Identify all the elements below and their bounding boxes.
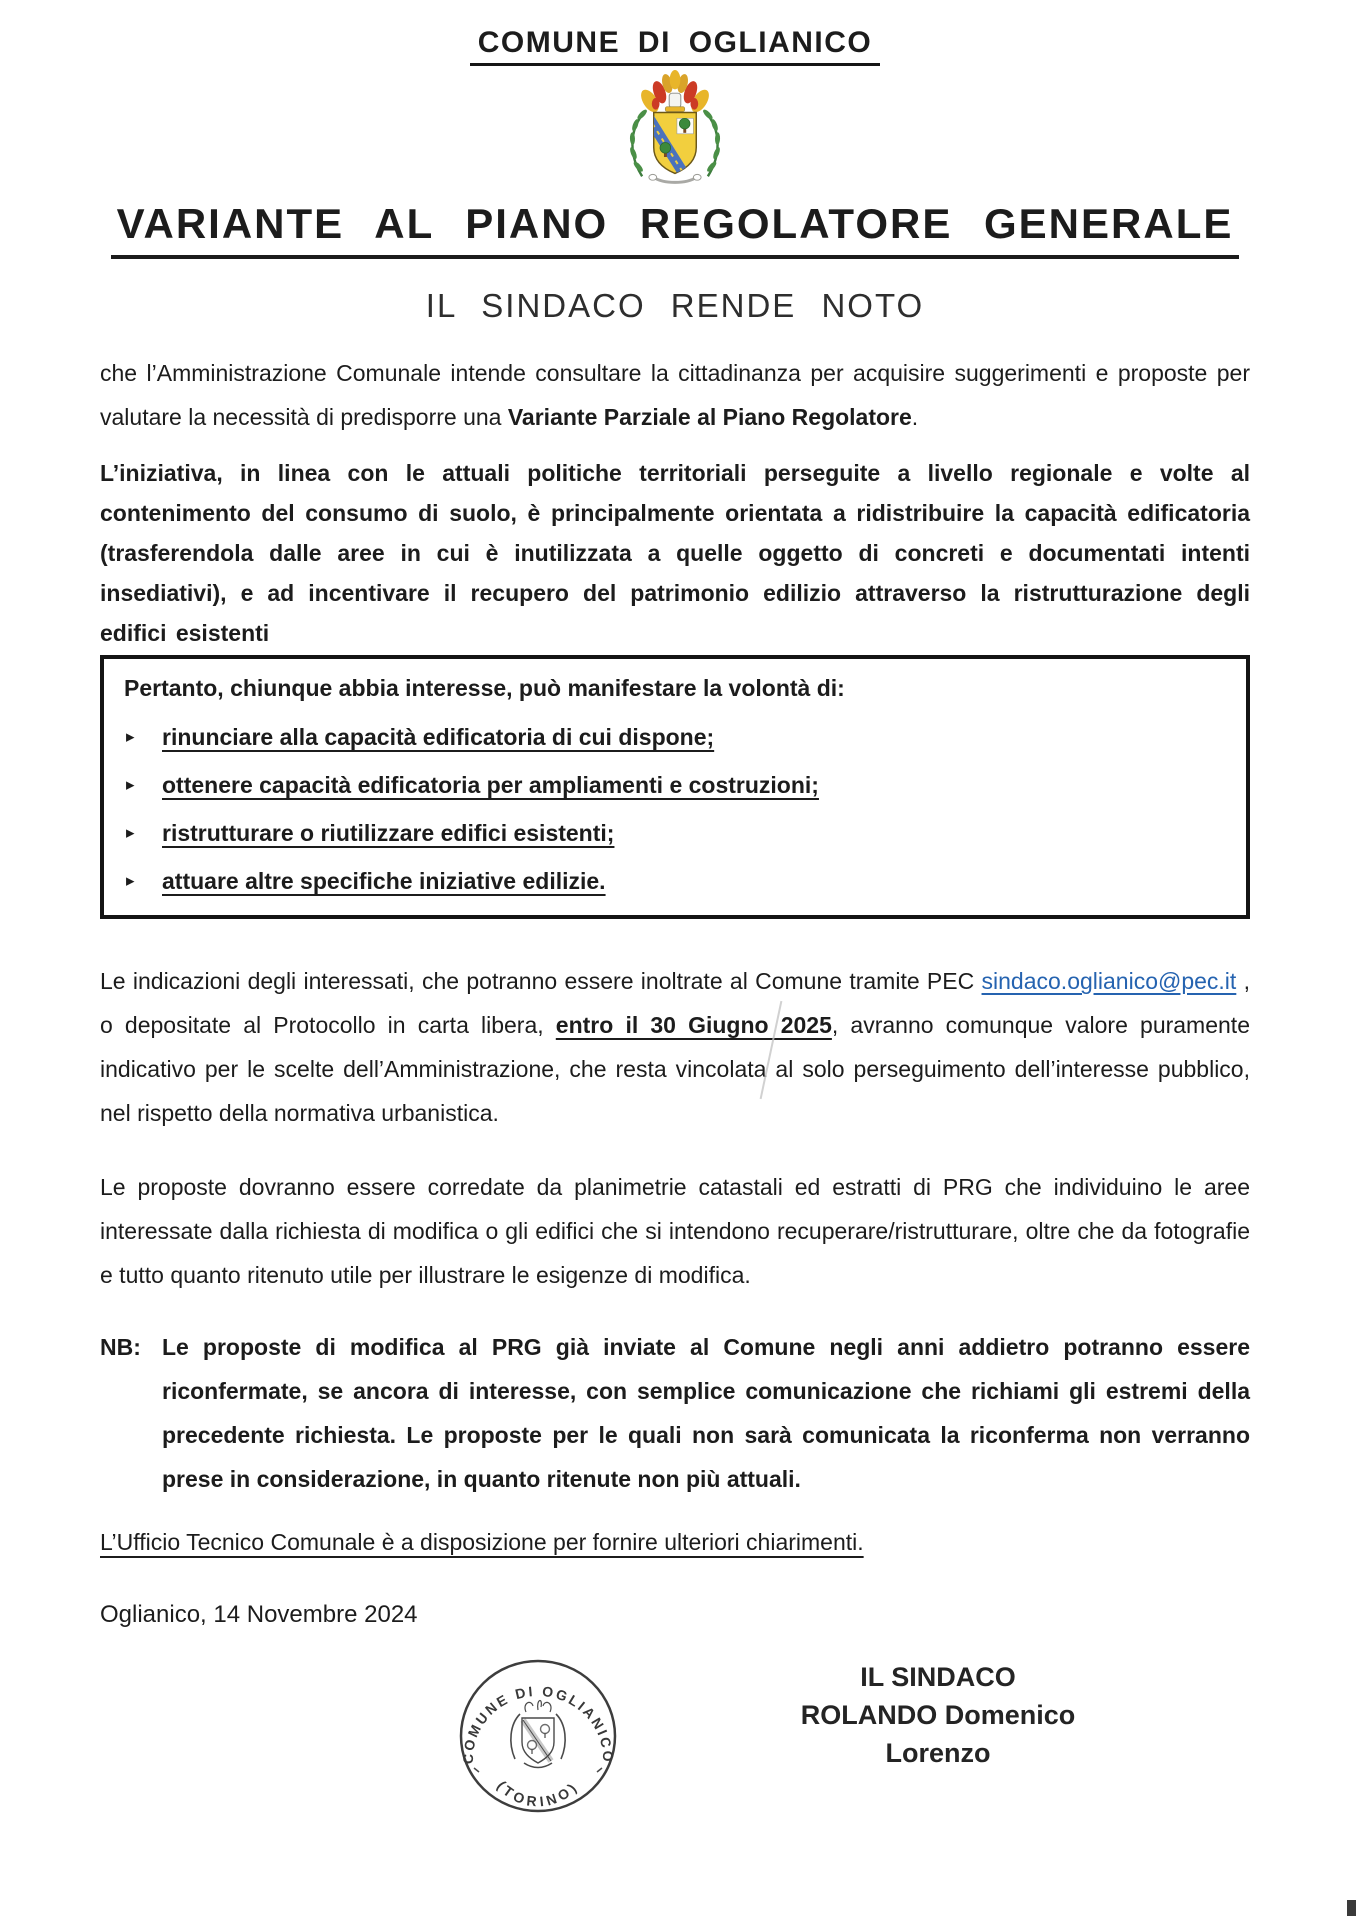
list-item-label: ristrutturare o riutilizzare edifici esistenti;: [162, 820, 615, 846]
deadline-text: entro il 30 Giugno 2025: [555, 1012, 832, 1038]
intro-text: che l’Amministrazione Comunale intende consultare la cittadinanza per acquisire suggerimenti e proposte per valutare la necessità di predisporre una: [100, 360, 1250, 430]
signature-block: [752, 1658, 1124, 1772]
bullet-arrow-icon: ▸: [126, 823, 135, 842]
indications-paragraph: [100, 959, 1250, 1135]
list-item: [124, 723, 1224, 751]
bullet-arrow-icon: ▸: [126, 727, 135, 746]
municipal-round-stamp: [448, 1652, 628, 1824]
signature-role: IL SINDACO: [860, 1662, 1016, 1692]
initiative-paragraph: L’iniziativa, in linea con le attuali politiche territoriali perseguite a livello regionale e volte al contenimento del consumo di suolo, è principalmente orientata a ridistribuire la capacità edificatoria (trasferendola dalle aree in cui è inutilizzata a quelle oggetto di concreti e documentati intenti insediativi), e ad incentivare il recupero del patrimonio edilizio attraverso la ristrutturazione degli edifici esistenti: [100, 460, 1250, 646]
stamp-crest-icon: [511, 1701, 565, 1768]
place-date-line: Oglianico, 14 Novembre 2024: [100, 1601, 418, 1628]
municipal-coat-of-arms-icon: [100, 70, 1250, 186]
intro-period: .: [911, 404, 919, 430]
bullet-arrow-icon: ▸: [126, 775, 135, 794]
nb-paragraph: [100, 1325, 1250, 1501]
stamp-arc-bottom-text: (TORINO): [494, 1777, 582, 1810]
list-item-label: rinunciare alla capacità edificatoria di cui dispone;: [162, 724, 715, 750]
list-item: [124, 867, 1224, 895]
page-title: VARIANTE AL PIANO REGOLATORE GENERALE: [111, 200, 1240, 259]
pec-email-link[interactable]: sindaco.oglianico@pec.it: [981, 968, 1237, 994]
interest-options-box: [100, 655, 1250, 919]
svg-text:COMUNE DI OGLIANICO: [460, 1683, 616, 1764]
indications-text-2: , o depositate al Protocollo in carta libera,: [100, 968, 1251, 1038]
office-note: L’Ufficio Tecnico Comunale è a disposizione per fornire ulteriori chiarimenti.: [100, 1529, 864, 1555]
subtitle: IL SINDACO RENDE NOTO: [425, 287, 925, 324]
list-item-label: attuare altre specifiche iniziative edilizie.: [162, 868, 606, 894]
stamp-arc-top-text: COMUNE DI OGLIANICO: [459, 1682, 617, 1765]
document-content: [100, 0, 1250, 1629]
bullet-arrow-icon: ▸: [126, 871, 135, 890]
proposals-paragraph: Le proposte dovranno essere corredate da planimetrie catastali ed estratti di PRG che individuino le aree interessate dalla richiesta di modifica o gli edifici che si intendono recuperare/ristrutturare, oltre che da fotografie e tutto quanto ritenuto utile per illustrare le esigenze di modifica.: [100, 1174, 1250, 1288]
nb-text: Le proposte di modifica al PRG già inviate al Comune negli anni addietro potranno essere riconfermate, se ancora di interesse, con semplice comunicazione che richiami gli estremi della precedente richiesta. Le proposte per le quali non sarà comunicata la riconferma non verranno prese in considerazione, in quanto ritenute non più attuali.: [162, 1334, 1250, 1492]
box-lead-text: Pertanto, chiunque abbia interesse, può manifestare la volontà di:: [124, 675, 845, 701]
list-item: [124, 819, 1224, 847]
intro-bold-phrase: Variante Parziale al Piano Regolatore: [507, 404, 912, 430]
intro-paragraph: [100, 351, 1250, 439]
signature-name: ROLANDO Domenico Lorenzo: [800, 1700, 1076, 1768]
list-item: [124, 771, 1224, 799]
list-item-label: ottenere capacità edificatoria per ampliamenti e costruzioni;: [162, 772, 819, 798]
indications-text-1: Le indicazioni degli interessati, che potranno essere inoltrate al Comune tramite PEC: [100, 968, 982, 994]
scan-artifact-corner: [1347, 1900, 1356, 1916]
municipality-heading: COMUNE DI OGLIANICO: [470, 26, 881, 66]
nb-label: NB:: [100, 1334, 141, 1360]
indications-text-3: , avranno comunque valore puramente indicativo per le scelte dell’Amministrazione, che resta vincolata al solo perseguimento dell’interesse pubblico, nel rispetto della normativa urbanistica.: [100, 1012, 1250, 1126]
